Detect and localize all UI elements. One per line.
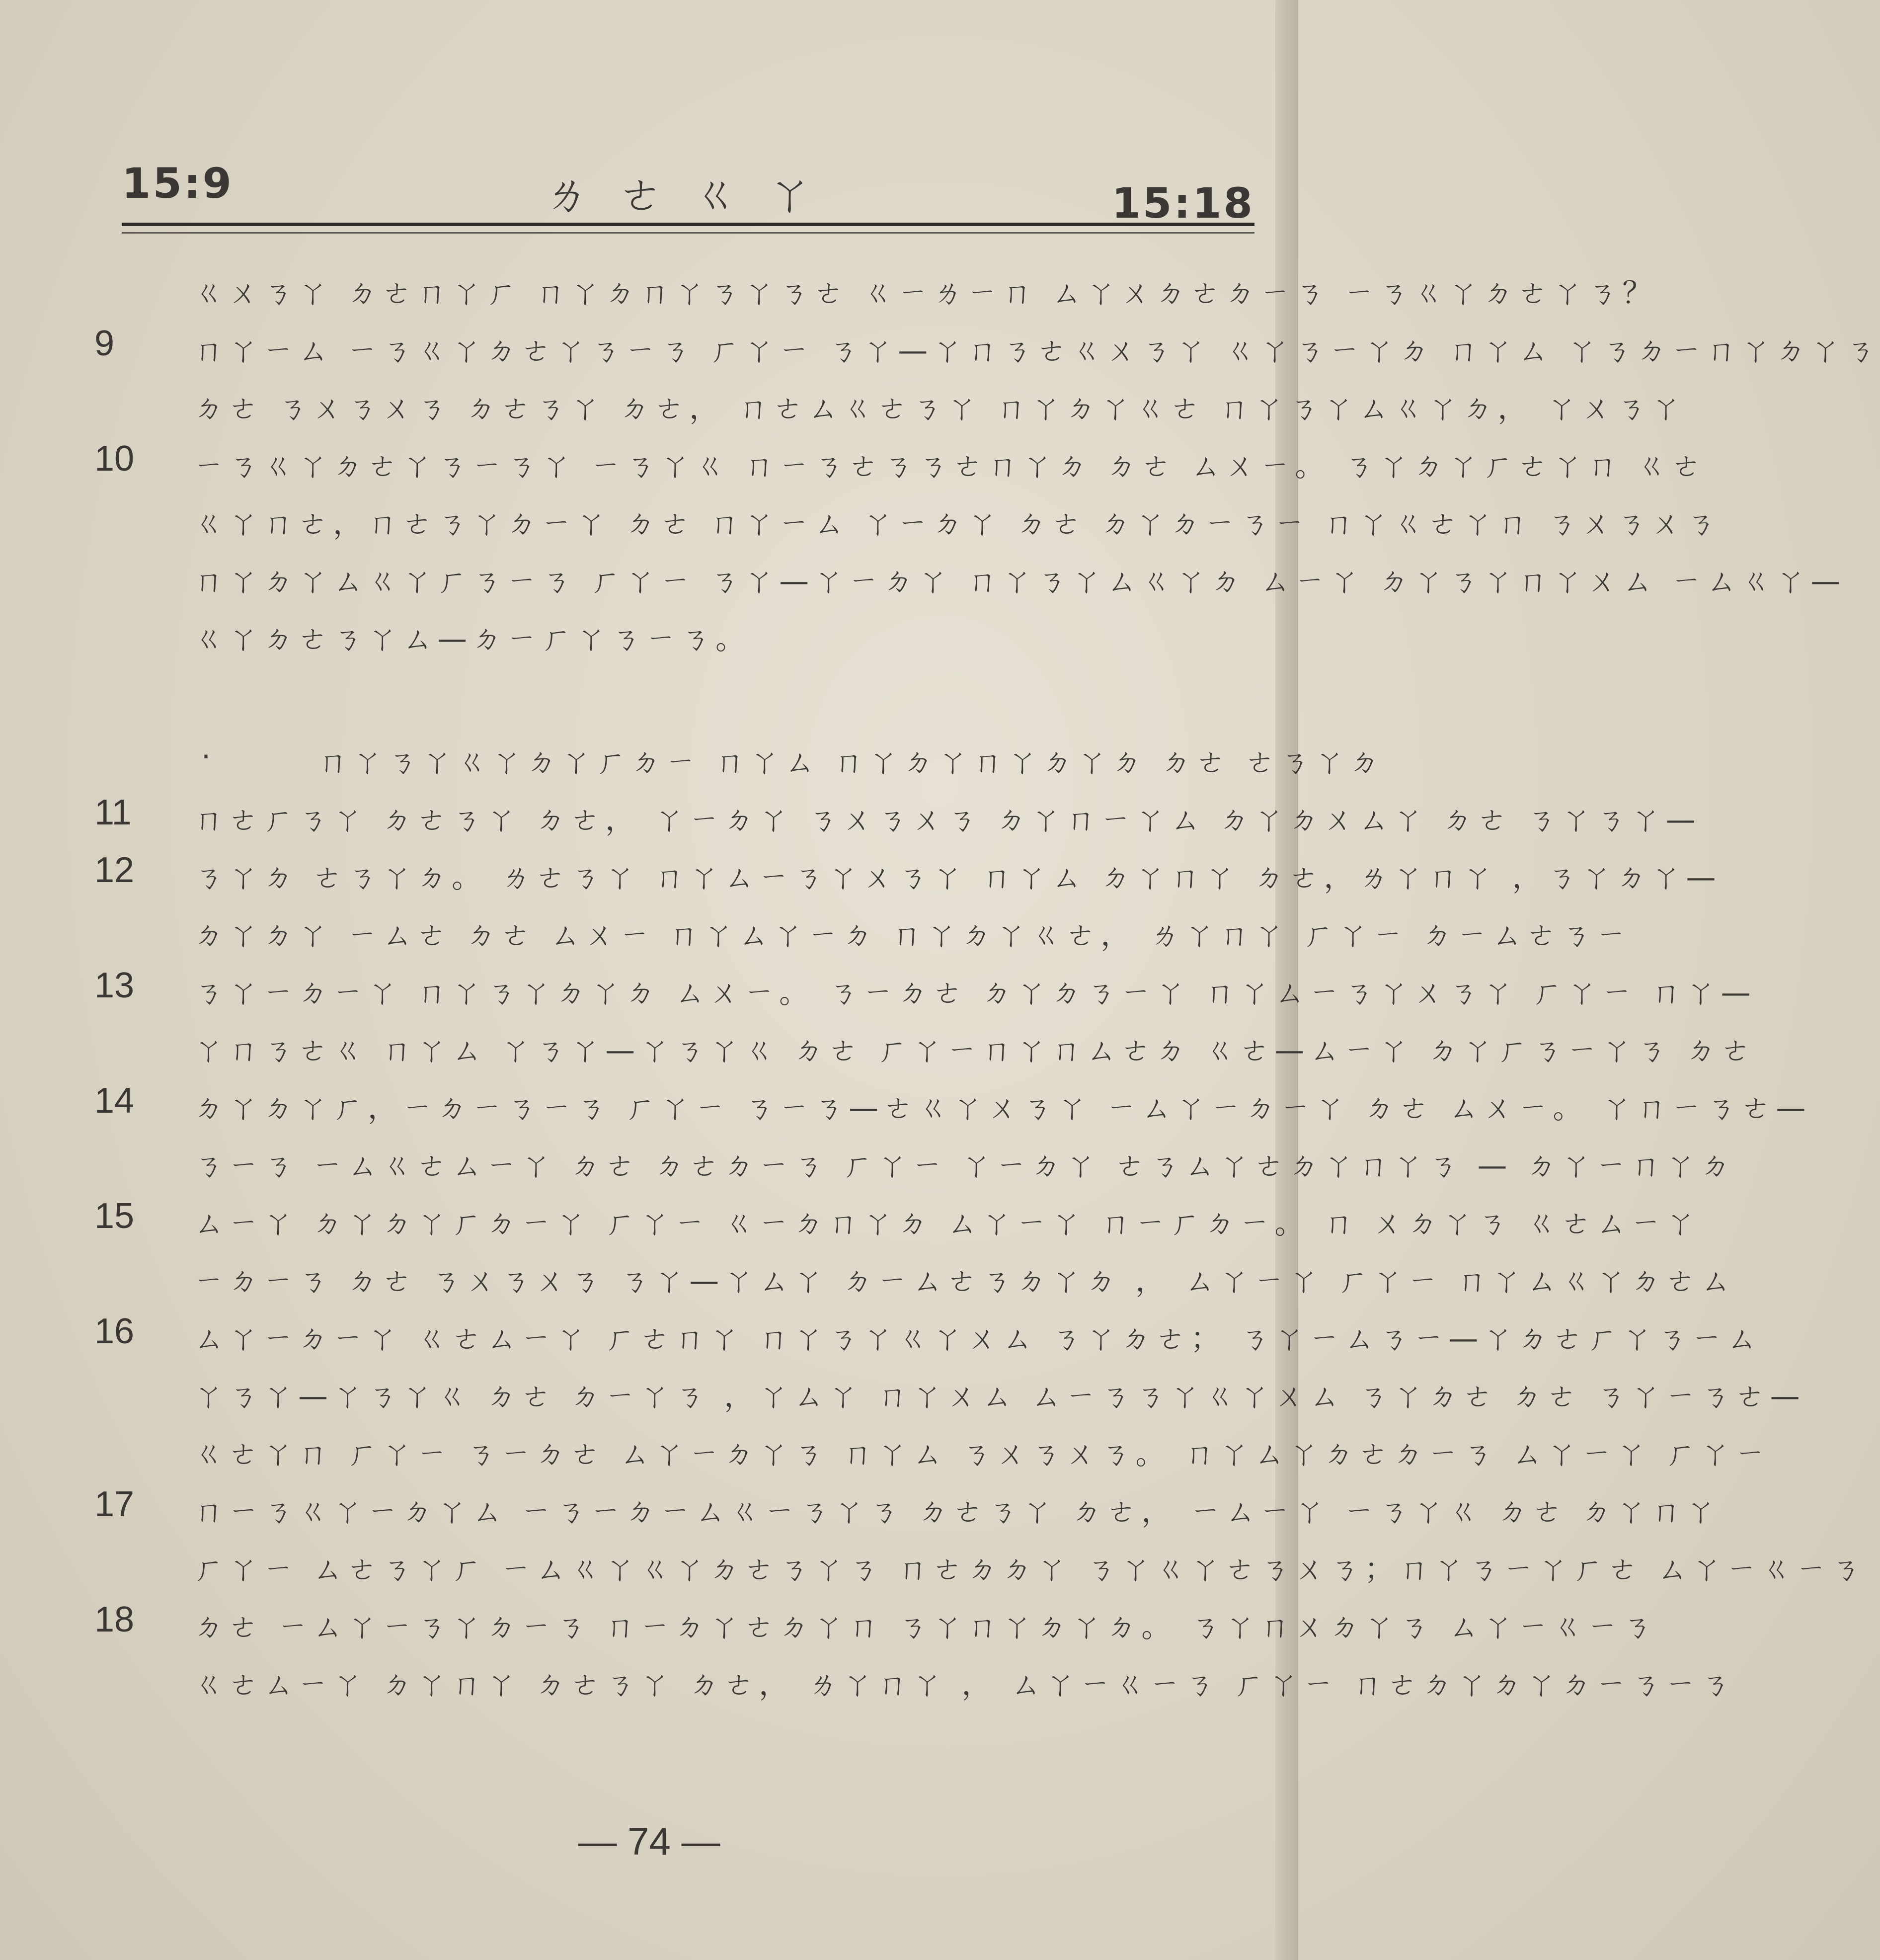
text-line (94, 431, 1707, 489)
header-book-title: ㄌㄜㄍㄚ (544, 168, 842, 221)
line-text: ㄉㄜ ㄋㄨㄋㄨㄋ ㄉㄜㄋㄚ ㄉㄜ， ㄇㄜㄙㄍㄜㄋㄚ ㄇㄚㄉㄚㄍㄜ ㄇㄚㄋㄚㄙㄍㄚㄉ， ㄚㄨㄋㄚ (194, 391, 1686, 426)
text-line (94, 958, 1756, 1016)
text-line (94, 374, 1686, 431)
verse-number: 14 (94, 1081, 135, 1121)
text-line (94, 1016, 1756, 1073)
text-line (94, 1304, 1762, 1362)
line-text: ㄋㄚㄉ ㄜㄋㄚㄉ。 ㄌㄜㄋㄚ ㄇㄚㄙㄧㄋㄚㄨㄋㄚ ㄇㄚㄙ ㄉㄚㄇㄚ ㄉㄜ，ㄌㄚㄇㄚ ，ㄋㄚㄉㄚ— (194, 860, 1721, 895)
verse-number: 9 (94, 324, 115, 363)
text-line (94, 1246, 1735, 1304)
heading-bullet: · (201, 739, 216, 774)
line-text: ㄇㄚㄧㄙ ㄧㄋㄍㄚㄉㄜㄚㄋㄧㄋ ㄏㄚㄧ ㄋㄚ—ㄚㄇㄋㄜㄍㄨㄋㄚ ㄍㄚㄋㄧㄚㄉ ㄇㄚㄙ ㄚㄋㄉㄧㄇㄚㄉㄚㄋ (194, 333, 1880, 368)
line-text: ㄍㄨㄋㄚ ㄉㄜㄇㄚㄏ ㄇㄚㄉㄇㄚㄋㄚㄋㄜ ㄍㄧㄌㄧㄇ ㄙㄚㄨㄉㄜㄉㄧㄋ ㄧㄋㄍㄚㄉㄜㄚㄋ？ (194, 276, 1657, 311)
verse-number: 11 (94, 793, 132, 832)
line-text: ㄧㄋㄍㄚㄉㄜㄚㄋㄧㄋㄚ ㄧㄋㄚㄍ ㄇㄧㄋㄜㄋㄋㄜㄇㄚㄉ ㄉㄜ ㄙㄨㄧ。 ㄋㄚㄉㄚㄏㄜㄚㄇ ㄍㄜ (194, 449, 1707, 484)
text-line (94, 316, 1880, 374)
text-line (94, 843, 1721, 900)
line-text: ㄙㄚㄧㄉㄧㄚ ㄍㄜㄙㄧㄚ ㄏㄜㄇㄚ ㄇㄚㄋㄚㄍㄚㄨㄙ ㄋㄚㄉㄜ； ㄋㄚㄧㄙㄋㄧ—ㄚㄉㄜㄏㄚㄋㄧㄙ (194, 1321, 1762, 1356)
header-verse-start: 15:9 (122, 159, 234, 208)
line-text: ㄧㄉㄧㄋ ㄉㄜ ㄋㄨㄋㄨㄋ ㄋㄚ—ㄚㄙㄚ ㄉㄧㄙㄜㄋㄉㄚㄉ ， ㄙㄚㄧㄚ ㄏㄚㄧ ㄇㄚㄙㄍㄚㄉㄜㄙ (194, 1264, 1735, 1299)
text-line (94, 604, 1267, 662)
text-line (94, 1592, 1657, 1650)
line-text: ㄍㄜㄚㄇ ㄏㄚㄧ ㄋㄧㄉㄜ ㄙㄚㄧㄉㄚㄋ ㄇㄚㄙ ㄋㄨㄋㄨㄋ。 ㄇㄚㄙㄚㄉㄜㄉㄧㄋ ㄙㄚㄧㄚ ㄏㄚㄧ (194, 1437, 1770, 1471)
line-text: ㄇㄚㄉㄚㄙㄍㄚㄏㄋㄧㄋ ㄏㄚㄧ ㄋㄚ—ㄚㄧㄉㄚ ㄇㄚㄋㄚㄙㄍㄚㄉ ㄙㄧㄚ ㄉㄚㄋㄚㄇㄚㄨㄙ ㄧㄙㄍㄚ— (194, 564, 1846, 599)
verse-number: 10 (94, 439, 135, 479)
text-line (94, 785, 1701, 843)
line-text: ㄍㄜㄙㄧㄚ ㄉㄚㄇㄚ ㄉㄜㄋㄚ ㄉㄜ， ㄌㄚㄇㄚ ， ㄙㄚㄧㄍㄧㄋ ㄏㄚㄧ ㄇㄜㄉㄚㄉㄚㄉㄧㄋㄧㄋ (194, 1667, 1735, 1702)
line-text: ㄋㄚㄧㄉㄧㄚ ㄇㄚㄋㄚㄉㄚㄉ ㄙㄨㄧ。 ㄋㄧㄉㄜ ㄉㄚㄉㄋㄧㄚ ㄇㄚㄙㄧㄋㄚㄨㄋㄚ ㄏㄚㄧ ㄇㄚ— (194, 976, 1756, 1010)
line-text: ㄋㄧㄋ ㄧㄙㄍㄜㄙㄧㄚ ㄉㄜ ㄉㄜㄉㄧㄋ ㄏㄚㄧ ㄚㄧㄉㄚ ㄜㄋㄙㄚㄜㄉㄚㄇㄚㄋ — ㄉㄚㄧㄇㄚㄉ (194, 1148, 1735, 1183)
line-text: ㄍㄚㄇㄜ，ㄇㄜㄋㄚㄉㄧㄚ ㄉㄜ ㄇㄚㄧㄙ ㄚㄧㄉㄚ ㄉㄜ ㄉㄚㄉㄧㄋㄧ ㄇㄚㄍㄜㄚㄇ ㄋㄨㄋㄨㄋ (194, 506, 1721, 541)
text-line (94, 489, 1721, 547)
line-text: ㄉㄚㄉㄚ ㄧㄙㄜ ㄉㄜ ㄙㄨㄧ ㄇㄚㄙㄚㄧㄉ ㄇㄚㄉㄚㄍㄜ， ㄌㄚㄇㄚ ㄏㄚㄧ ㄉㄧㄙㄜㄋㄧ (194, 918, 1631, 953)
section-heading (94, 728, 1385, 785)
line-text: ㄇㄜㄏㄋㄚ ㄉㄜㄋㄚ ㄉㄜ， ㄚㄧㄉㄚ ㄋㄨㄋㄨㄋ ㄉㄚㄇㄧㄚㄙ ㄉㄚㄉㄨㄙㄚ ㄉㄜ ㄋㄚㄋㄚ— (194, 803, 1701, 837)
text-line (94, 1073, 1811, 1131)
text-line (94, 1535, 1866, 1592)
line-text: ㄙㄧㄚ ㄉㄚㄉㄚㄏㄉㄧㄚ ㄏㄚㄧ ㄍㄧㄉㄇㄚㄉ ㄙㄚㄧㄚ ㄇㄧㄏㄉㄧ。 ㄇ ㄨㄉㄚㄋ ㄍㄜㄙㄧㄚ (194, 1206, 1701, 1241)
verse-number: 17 (94, 1484, 135, 1524)
line-text: ㄏㄚㄧ ㄙㄜㄋㄚㄏ ㄧㄙㄍㄚㄍㄚㄉㄜㄋㄚㄋ ㄇㄜㄉㄉㄚ ㄋㄚㄍㄚㄜㄋㄨㄋ；ㄇㄚㄋㄧㄚㄏㄜ ㄙㄚㄧㄍㄧㄋ (194, 1552, 1866, 1587)
text-line (94, 1650, 1735, 1708)
line-text: ㄚㄇㄋㄜㄍ ㄇㄚㄙ ㄚㄋㄚ—ㄚㄋㄚㄍ ㄉㄜ ㄏㄚㄧㄇㄚㄇㄙㄜㄉ ㄍㄜ—ㄙㄧㄚ ㄉㄚㄏㄋㄧㄚㄋ ㄉㄜ (194, 1033, 1756, 1068)
verse-number: 18 (94, 1600, 135, 1639)
header-rule (122, 223, 1254, 234)
line-text: ㄇㄚㄋㄚㄍㄚㄉㄚㄏㄉㄧ ㄇㄚㄙ ㄇㄚㄉㄚㄇㄚㄉㄚㄉ ㄉㄜ ㄜㄋㄚㄉ (318, 745, 1385, 780)
text-line (94, 547, 1846, 604)
text-line (94, 1477, 1721, 1535)
page-body (94, 258, 1880, 1708)
line-text: ㄉㄜ ㄧㄙㄚㄧㄋㄚㄉㄧㄋ ㄇㄧㄉㄚㄜㄉㄚㄇ ㄋㄚㄇㄚㄉㄚㄉ。 ㄋㄚㄇㄨㄉㄚㄋ ㄙㄚㄧㄍㄧㄋ (194, 1610, 1657, 1644)
page-number: — 74 — (578, 1819, 720, 1863)
text-line (94, 1131, 1735, 1189)
verse-number: 13 (94, 966, 135, 1005)
text-line (94, 258, 1657, 316)
line-text: ㄚㄋㄚ—ㄚㄋㄚㄍ ㄉㄜ ㄉㄧㄚㄋ ，ㄚㄙㄚ ㄇㄚㄨㄙ ㄙㄧㄋㄋㄚㄍㄚㄨㄙ ㄋㄚㄉㄜ ㄉㄜ ㄋㄚㄧㄋㄜ— (194, 1379, 1805, 1414)
verse-number: 15 (94, 1196, 135, 1236)
text-line (94, 1362, 1805, 1419)
running-header (122, 149, 1254, 234)
verse-number: 12 (94, 850, 135, 890)
header-verse-end: 15:18 (1111, 179, 1254, 228)
text-line (94, 900, 1631, 958)
line-text: ㄍㄚㄉㄜㄋㄚㄙ—ㄉㄧㄏㄚㄋㄧㄋ。 (194, 622, 750, 656)
text-line (94, 1189, 1701, 1246)
line-text: ㄇㄧㄋㄍㄚㄧㄉㄚㄙ ㄧㄋㄧㄉㄧㄙㄍㄧㄋㄚㄋ ㄉㄜㄋㄚ ㄉㄜ， ㄧㄙㄧㄚ ㄧㄋㄚㄍ ㄉㄜ ㄉㄚㄇㄚ (194, 1494, 1721, 1529)
line-text: ㄉㄚㄉㄚㄏ，ㄧㄉㄧㄋㄧㄋ ㄏㄚㄧ ㄋㄧㄋ—ㄜㄍㄚㄨㄋㄚ ㄧㄙㄚㄧㄉㄧㄚ ㄉㄜ ㄙㄨㄧ。 ㄚㄇㄧㄋㄜ— (194, 1091, 1811, 1126)
verse-number: 16 (94, 1311, 135, 1351)
text-line (94, 662, 1267, 728)
text-line (94, 1419, 1770, 1477)
